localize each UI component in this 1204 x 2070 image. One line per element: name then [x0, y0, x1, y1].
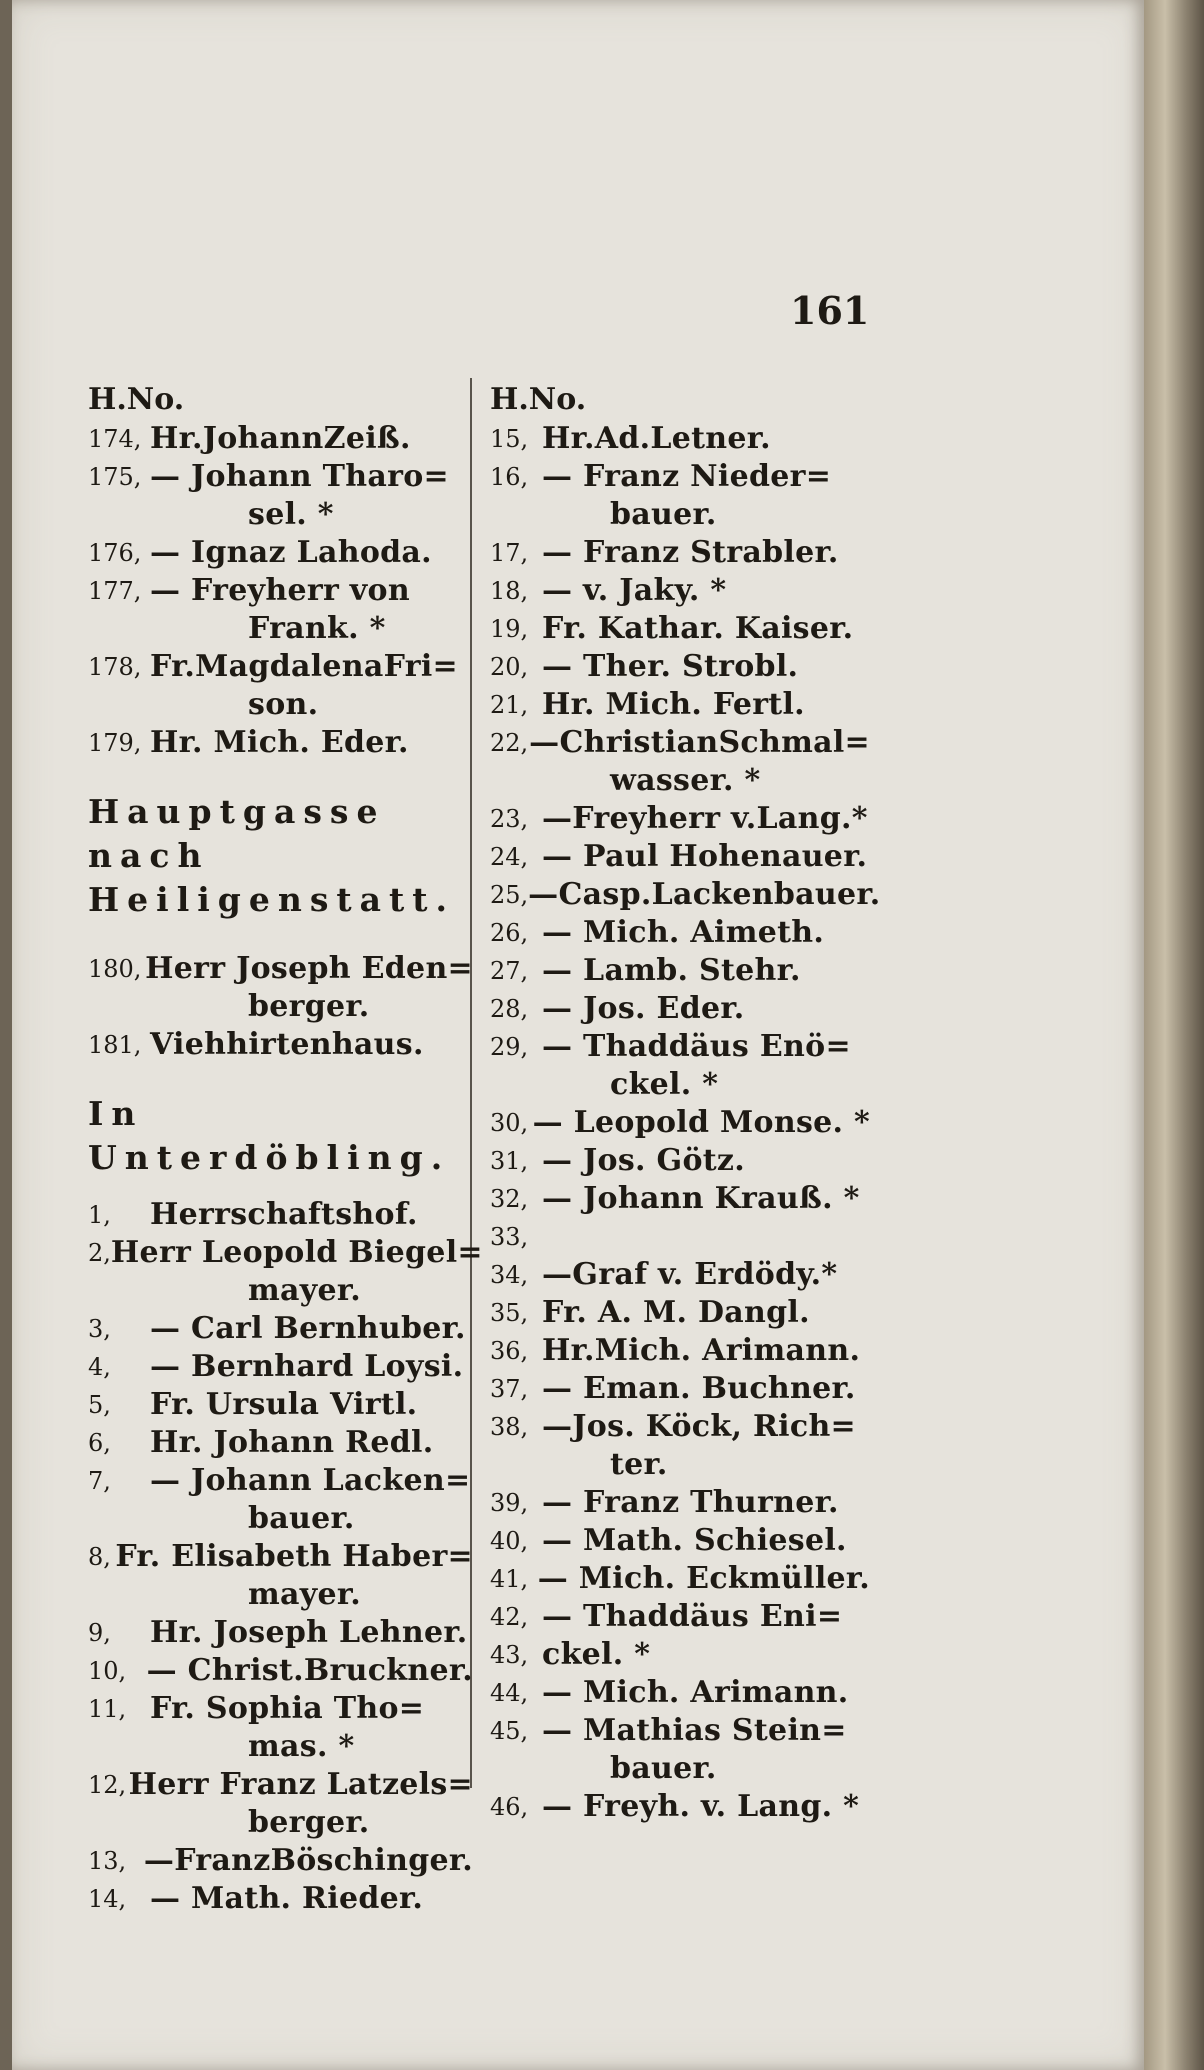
house-number: 33, — [490, 1223, 529, 1251]
entry-line — [490, 1370, 870, 1408]
resident-name: mayer. — [248, 1273, 361, 1308]
entry-line — [490, 1332, 870, 1370]
resident-name: mas. * — [248, 1729, 355, 1764]
entry-line — [490, 1750, 870, 1788]
resident-name: — Jos. Götz. — [542, 1143, 745, 1178]
entry-line — [490, 1446, 870, 1484]
entry-line — [490, 1104, 870, 1142]
resident-name: Herr Franz Latzels= — [128, 1767, 473, 1802]
house-number: 7, — [88, 1467, 111, 1495]
entry-line — [88, 1804, 473, 1842]
resident-name: — Lamb. Stehr. — [542, 953, 801, 988]
entry-line — [490, 1484, 870, 1522]
house-number: 41, — [490, 1565, 529, 1593]
entry-line — [88, 1310, 473, 1348]
entry-line — [88, 1538, 473, 1576]
resident-name: —Freyherr v.Lang.* — [542, 801, 868, 836]
resident-name: — Math. Rieder. — [150, 1881, 424, 1916]
resident-name: — Eman. Buchner. — [542, 1371, 856, 1406]
entry-line — [490, 1066, 870, 1104]
resident-name: —Graf v. Erdödy.* — [542, 1257, 838, 1292]
resident-name: — Franz Nieder= — [542, 459, 832, 494]
house-number: 27, — [490, 957, 529, 985]
resident-name: — Christ.Bruckner. — [146, 1653, 473, 1688]
house-number: 175, — [88, 463, 142, 491]
house-number: 15, — [490, 425, 529, 453]
house-number: 179, — [88, 729, 142, 757]
resident-name: — Jos. Eder. — [542, 991, 745, 1026]
resident-name: ter. — [610, 1447, 668, 1482]
entry-line — [88, 1690, 473, 1728]
entry-line — [88, 1880, 473, 1918]
entry-line — [490, 800, 870, 838]
entry-line — [88, 686, 473, 724]
resident-name: — Freyherr von — [150, 573, 410, 608]
entry-line — [88, 534, 473, 572]
house-number: 13, — [88, 1847, 127, 1875]
resident-name: —FranzBöschinger. — [143, 1843, 473, 1878]
house-number: 174, — [88, 425, 142, 453]
right-entries-block — [490, 420, 881, 1826]
house-number: 24, — [490, 843, 529, 871]
resident-name: Fr. Elisabeth Haber= — [115, 1539, 473, 1574]
entry-line — [490, 496, 870, 534]
entry-line — [88, 420, 473, 458]
entry-line — [490, 534, 870, 572]
resident-name: — Math. Schiesel. — [542, 1523, 847, 1558]
resident-name: — Freyh. v. Lang. * — [542, 1789, 860, 1824]
entry-line — [88, 572, 473, 610]
house-number: 12, — [88, 1771, 127, 1799]
entry-line — [490, 838, 870, 876]
house-number: 31, — [490, 1147, 529, 1175]
house-number: 43, — [490, 1641, 529, 1669]
entry-line — [88, 1196, 473, 1234]
entry-line — [490, 990, 870, 1028]
entry-line — [88, 1234, 483, 1272]
resident-name: bauer. — [610, 497, 717, 532]
resident-name: — Bernhard Loysi. — [150, 1349, 464, 1384]
resident-name: sel. * — [248, 497, 334, 532]
house-number: 29, — [490, 1033, 529, 1061]
entry-line — [88, 1842, 473, 1880]
entry-line — [490, 1674, 870, 1712]
entry-line — [490, 724, 870, 762]
house-number: 180, — [88, 955, 142, 983]
house-number: 16, — [490, 463, 529, 491]
house-number: 14, — [88, 1885, 127, 1913]
house-number: 40, — [490, 1527, 529, 1555]
resident-name: Hr. Joseph Lehner. — [150, 1615, 468, 1650]
resident-name: Fr.MagdalenaFri= — [150, 649, 458, 684]
house-number: 21, — [490, 691, 529, 719]
entry-line — [490, 610, 870, 648]
entry-line — [490, 1180, 870, 1218]
entry-line — [88, 610, 473, 648]
resident-name: — Franz Strabler. — [542, 535, 839, 570]
resident-name: — v. Jaky. * — [542, 573, 727, 608]
house-number: 39, — [490, 1489, 529, 1517]
house-number: 4, — [88, 1353, 111, 1381]
entry-line — [490, 1560, 870, 1598]
entry-line — [88, 1272, 473, 1310]
house-number: 177, — [88, 577, 142, 605]
house-number: 3, — [88, 1315, 111, 1343]
resident-name: —Casp.Lackenbauer. — [528, 877, 881, 912]
house-number: 37, — [490, 1375, 529, 1403]
entry-line — [88, 724, 473, 762]
house-number: 45, — [490, 1717, 529, 1745]
resident-name: mayer. — [248, 1577, 361, 1612]
entry-line — [88, 458, 473, 496]
resident-name: bauer. — [610, 1751, 717, 1786]
resident-name: — Paul Hohenauer. — [542, 839, 868, 874]
house-number: 25, — [490, 881, 529, 909]
house-number: 28, — [490, 995, 529, 1023]
entry-line — [88, 1500, 473, 1538]
resident-name: — Thaddäus Eni= — [542, 1599, 843, 1634]
resident-name: — Mich. Aimeth. — [542, 915, 825, 950]
entry-line — [490, 420, 870, 458]
house-number: 11, — [88, 1695, 127, 1723]
house-number: 20, — [490, 653, 529, 681]
left-entries-block2 — [88, 950, 473, 1064]
entry-line — [88, 1652, 473, 1690]
entry-line — [88, 1576, 473, 1614]
house-number: 23, — [490, 805, 529, 833]
resident-name: — Johann Lacken= — [150, 1463, 471, 1498]
entry-line — [88, 1386, 473, 1424]
entry-line — [490, 1788, 870, 1826]
resident-name: Hr. Mich. Eder. — [150, 725, 409, 760]
entry-line — [490, 1294, 870, 1332]
resident-name: ckel. * — [610, 1067, 719, 1102]
resident-name: bauer. — [248, 1501, 355, 1536]
resident-name: Frank. * — [248, 611, 386, 646]
resident-name: Fr. A. M. Dangl. — [542, 1295, 810, 1330]
entry-line — [88, 1026, 473, 1064]
entry-line — [490, 1142, 870, 1180]
entry-line — [490, 1218, 870, 1256]
resident-name: Herr Leopold Biegel= — [110, 1235, 483, 1270]
entry-line — [88, 496, 473, 534]
section-heading-hauptgasse: Hauptgasse nach — [88, 792, 386, 875]
resident-name: Fr. Kathar. Kaiser. — [542, 611, 854, 646]
resident-name: — Johann Tharo= — [150, 459, 449, 494]
entry-line — [88, 1462, 473, 1500]
resident-name: — Ignaz Lahoda. — [150, 535, 432, 570]
entry-line — [490, 1636, 870, 1674]
entry-line — [490, 762, 870, 800]
entry-line — [88, 1766, 473, 1804]
resident-name: Herrschaftshof. — [150, 1197, 418, 1232]
entry-line — [490, 458, 870, 496]
entry-line — [88, 1424, 473, 1462]
left-entries-block1 — [88, 420, 473, 762]
resident-name: Fr. Ursula Virtl. — [150, 1387, 418, 1422]
section-heading-unterdoebling: In Unterdöbling. — [88, 1094, 451, 1177]
entry-line — [88, 648, 473, 686]
resident-name: — Mich. Eckmüller. — [537, 1561, 870, 1596]
entry-line — [88, 1348, 473, 1386]
section-heading-hauptgasse-cont: Heiligenstatt. — [88, 880, 456, 919]
resident-name: — Thaddäus Enö= — [542, 1029, 851, 1064]
left-entries-block3 — [88, 1196, 483, 1918]
house-number: 26, — [490, 919, 529, 947]
resident-name: — Mich. Arimann. — [542, 1675, 849, 1710]
entry-line — [490, 1712, 870, 1750]
right-column — [490, 380, 881, 1826]
right-column-header: H.No. — [490, 382, 587, 417]
entry-line — [490, 572, 870, 610]
house-number: 46, — [490, 1793, 529, 1821]
resident-name: — Franz Thurner. — [542, 1485, 839, 1520]
entry-line — [490, 1256, 870, 1294]
left-column-header: H.No. — [88, 382, 185, 417]
house-number: 178, — [88, 653, 142, 681]
resident-name: ckel. * — [542, 1637, 651, 1672]
house-number: 19, — [490, 615, 529, 643]
house-number: 35, — [490, 1299, 529, 1327]
entry-line — [490, 1408, 870, 1446]
resident-name: Herr Joseph Eden= — [145, 951, 473, 986]
page-number: 161 — [790, 288, 870, 333]
house-number: 9, — [88, 1619, 111, 1647]
house-number: 42, — [490, 1603, 529, 1631]
entry-line — [490, 1028, 870, 1066]
house-number: 22, — [490, 729, 529, 757]
entry-line — [490, 1522, 870, 1560]
house-number: 5, — [88, 1391, 111, 1419]
resident-name: —ChristianSchmal= — [529, 725, 870, 760]
resident-name: berger. — [248, 1805, 370, 1840]
left-column — [88, 380, 483, 1918]
house-number: 38, — [490, 1413, 529, 1441]
resident-name: — Johann Krauß. * — [542, 1181, 860, 1216]
entry-line — [88, 988, 473, 1026]
house-number: 30, — [490, 1109, 529, 1137]
resident-name: Hr. Johann Redl. — [150, 1425, 434, 1460]
entry-line — [490, 952, 870, 990]
resident-name: wasser. * — [610, 763, 761, 798]
house-number: 17, — [490, 539, 529, 567]
entry-line — [490, 648, 870, 686]
entry-line — [88, 1728, 473, 1766]
resident-name: Hr. Mich. Fertl. — [542, 687, 805, 722]
house-number: 8, — [88, 1543, 111, 1571]
house-number: 10, — [88, 1657, 127, 1685]
house-number: 18, — [490, 577, 529, 605]
entry-line — [490, 1598, 870, 1636]
entry-line — [88, 1614, 473, 1652]
resident-name: Hr.Mich. Arimann. — [542, 1333, 861, 1368]
resident-name: —Jos. Köck, Rich= — [542, 1409, 856, 1444]
resident-name: Hr.Ad.Letner. — [542, 421, 771, 456]
house-number: 32, — [490, 1185, 529, 1213]
resident-name: son. — [248, 687, 319, 722]
resident-name: — Carl Bernhuber. — [150, 1311, 466, 1346]
resident-name: — Mathias Stein= — [542, 1713, 847, 1748]
entry-line — [490, 686, 870, 724]
resident-name: Fr. Sophia Tho= — [150, 1691, 425, 1726]
house-number: 181, — [88, 1031, 142, 1059]
house-number: 2, — [88, 1239, 111, 1267]
entry-line — [490, 914, 870, 952]
entry-line — [88, 950, 473, 988]
house-number: 34, — [490, 1261, 529, 1289]
resident-name: Viehhirtenhaus. — [150, 1027, 424, 1062]
resident-name: — Leopold Monse. * — [532, 1105, 870, 1140]
entry-line — [490, 876, 881, 914]
resident-name: berger. — [248, 989, 370, 1024]
book-edge — [1144, 0, 1204, 2070]
house-number: 36, — [490, 1337, 529, 1365]
resident-name: Hr.JohannZeiß. — [150, 421, 411, 456]
house-number: 1, — [88, 1201, 111, 1229]
house-number: 176, — [88, 539, 142, 567]
house-number: 44, — [490, 1679, 529, 1707]
resident-name: — Ther. Strobl. — [542, 649, 799, 684]
house-number: 6, — [88, 1429, 111, 1457]
